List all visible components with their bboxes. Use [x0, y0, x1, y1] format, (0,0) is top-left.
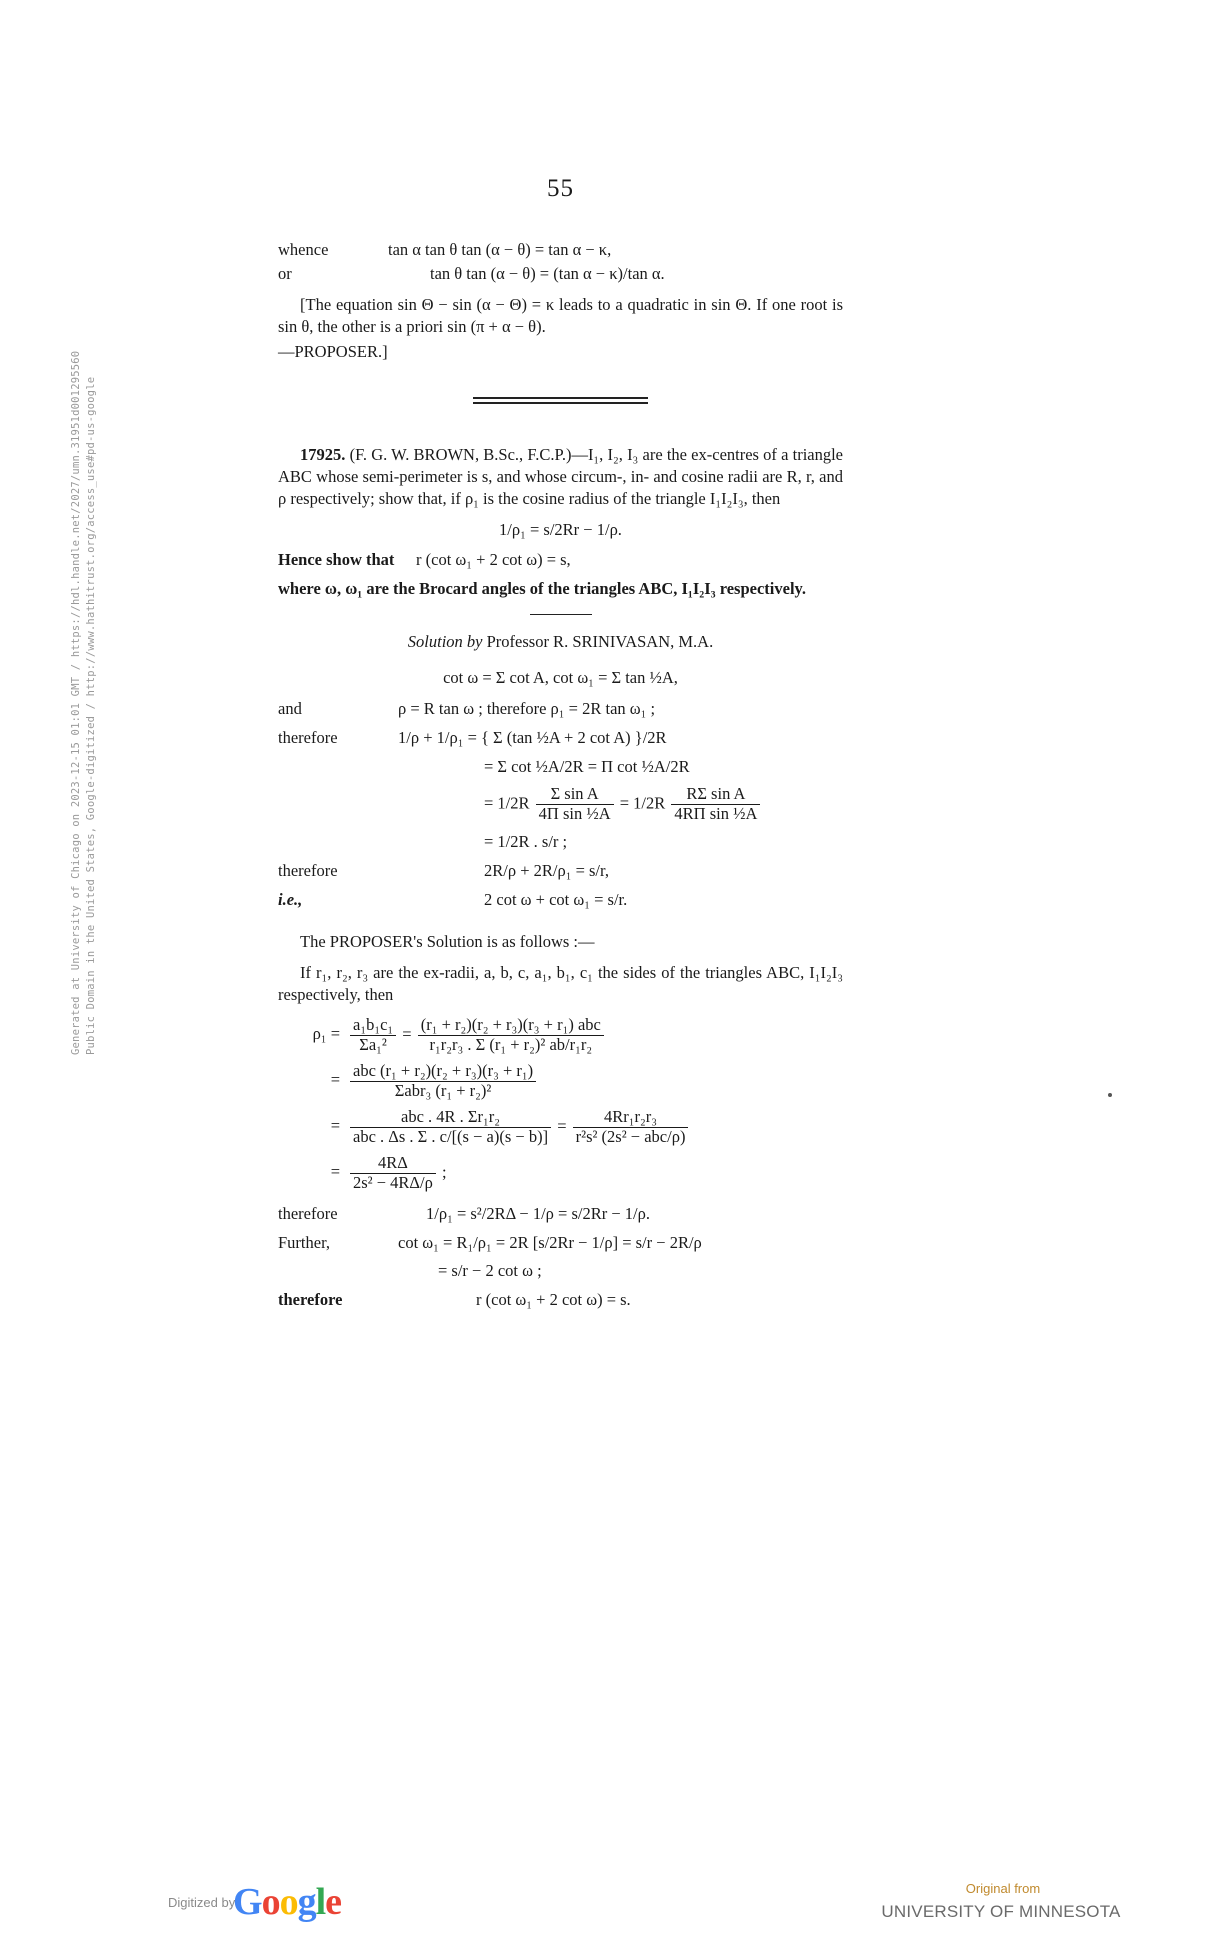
proposer-solution-para: If r₁, r₂, r₃ are the ex-radii, a, b, c, a₁, b₁, c₁ the sides of the triangles ABC, I₁I₂I₃ respectively, then	[278, 962, 843, 1004]
problem-statement-2: where ω, ω₁ are the Brocard angles of the triangles ABC, I₁I₂I₃ respectively.	[278, 578, 807, 598]
hence-row	[278, 549, 843, 571]
final-therefore-label-2: therefore	[278, 1290, 343, 1310]
final-row-therefore-2	[278, 1289, 843, 1311]
final-row-7	[278, 1260, 843, 1282]
fraction-denominator: 4RΠ sin ½A	[671, 804, 760, 824]
solution-byline-author: Professor R. SRINIVASAN, M.A.	[486, 631, 714, 651]
therefore-label-1: therefore	[278, 728, 338, 748]
solution-line-5-mid: = 1/2R	[619, 793, 666, 813]
solution-row-therefore-2	[278, 860, 843, 882]
fraction-numerator: RΣ sin A	[686, 784, 746, 804]
derivation-row-3	[278, 1108, 843, 1147]
page-number: 55	[547, 175, 574, 202]
derivation-equals-3: =	[330, 1115, 340, 1135]
solution-line-5-lead: = 1/2R	[484, 793, 530, 813]
solution-line-3: 1/ρ + 1/ρ₁ = { Σ (tan ½A + 2 cot A) }/2R	[398, 728, 667, 748]
solution-byline-italic: Solution by	[407, 631, 483, 651]
proposer-derivation	[278, 1016, 843, 1193]
solution-row-therefore-1	[278, 727, 843, 749]
original-from-label: Original from	[965, 1881, 1041, 1896]
fraction-numerator: (r₁ + r₂)(r₂ + r₃)(r₃ + r₁) abc	[420, 1014, 601, 1034]
derivation-fraction-4	[350, 1108, 551, 1147]
fraction-denominator: r₁r₂r₃ . Σ (r₁ + r₂)² ab/r₁r₂	[418, 1035, 604, 1055]
solution-line-4: = Σ cot ½A/2R = Π cot ½A/2R	[484, 757, 690, 777]
problem-number: 17925.	[300, 444, 346, 464]
final-therefore-label: therefore	[278, 1203, 338, 1223]
google-letter-l: l	[315, 1881, 326, 1923]
solution-line-1: cot ω = Σ cot A, cot ω₁ = Σ tan ½A,	[443, 667, 678, 687]
google-letter-e: e	[325, 1881, 341, 1923]
page-content	[278, 172, 843, 1318]
derivation-row-4	[278, 1154, 843, 1193]
or-equation: tan θ tan (α − θ) = (tan α − κ)/tan α.	[430, 264, 665, 284]
final-line-8: r (cot ω₁ + 2 cot ω) = s.	[476, 1290, 631, 1310]
solution-fraction-2	[671, 785, 760, 824]
fraction-denominator: 4Π sin ½A	[536, 804, 614, 824]
rho-label: ρ₁ =	[312, 1024, 340, 1044]
google-logo	[233, 1880, 341, 1924]
whence-row	[278, 239, 843, 261]
further-label: Further,	[278, 1232, 331, 1252]
google-letter-g2: g	[297, 1881, 316, 1923]
derivation-fraction-2	[418, 1016, 604, 1055]
page-footer	[0, 1858, 1231, 1938]
derivation-equals-4: =	[330, 1161, 340, 1181]
fraction-denominator: 2s² − 4RΔ/ρ	[350, 1173, 436, 1193]
problem-statement: —I₁, I₂, I₃ are the ex-centres of a triangle ABC whose semi-perimeter is s, and whose circum-, in- and cosine radii are R, r, and ρ respectively; show that, if ρ₁ is the cosine radius of the triangle I₁I₂I₃, then	[278, 444, 844, 508]
solution-line-8: 2 cot ω + cot ω₁ = s/r.	[484, 890, 628, 910]
fraction-denominator: abc . Δs . Σ . c/[(s − a)(s − b)]	[350, 1127, 551, 1147]
therefore-label-2: therefore	[278, 861, 338, 881]
derivation-fraction-6	[350, 1154, 436, 1193]
solution-row-and	[278, 698, 843, 720]
fraction-numerator: 4Rr₁r₂r₃	[604, 1106, 658, 1126]
proposer-note-attribution: —PROPOSER.]	[278, 342, 388, 361]
google-letter-o2: o	[279, 1881, 298, 1923]
solution-line-7: 2R/ρ + 2R/ρ₁ = s/r,	[484, 861, 609, 881]
solution-row-ie	[278, 889, 843, 911]
fraction-denominator: Σabr₃ (r₁ + r₂)²	[350, 1081, 536, 1101]
solution-row-6	[278, 831, 843, 853]
fraction-numerator: abc . 4R . Σr₁r₂	[401, 1106, 501, 1126]
final-line-5: 1/ρ₁ = s²/2RΔ − 1/ρ = s/2Rr − 1/ρ.	[426, 1203, 650, 1223]
ie-label: i.e.,	[278, 890, 303, 910]
solution-byline	[278, 631, 843, 653]
proposer-solution-intro: The PROPOSER's Solution is as follows :—	[300, 932, 595, 951]
derivation-equals-2: =	[330, 1070, 340, 1089]
or-row	[278, 263, 843, 285]
derivation-tail: ;	[441, 1161, 447, 1181]
problem-equation-2: r (cot ω₁ + 2 cot ω) = s,	[416, 549, 571, 569]
watermark-line-2: Public Domain in the United States, Google-digitized / http://www.hathitrust.org/access_use#pd-us-google	[85, 376, 97, 1055]
solution-divider	[530, 614, 592, 615]
fraction-numerator: Σ sin A	[550, 784, 599, 804]
solution-line-2: ρ = R tan ω ; therefore ρ₁ = 2R tan ω₁ ;	[398, 699, 656, 719]
final-row-further	[278, 1232, 843, 1254]
solution-line-6: = 1/2R . s/r ;	[484, 832, 568, 852]
derivation-fraction-5	[573, 1108, 689, 1147]
derivation-fraction-3	[350, 1062, 536, 1101]
or-label: or	[278, 264, 292, 284]
fraction-numerator: 4RΔ	[377, 1152, 408, 1172]
final-line-6: cot ω₁ = R₁/ρ₁ = 2R [s/2Rr − 1/ρ] = s/r − 2R/ρ	[398, 1232, 702, 1252]
page-speck	[1108, 1093, 1112, 1097]
derivation-row-2	[278, 1062, 843, 1101]
solution-row-5	[278, 785, 843, 824]
proposer-note: [The equation sin Θ − sin (α − Θ) = κ leads to a quadratic in sin Θ. If one root is sin θ, the other is a priori sin (π + α − θ).	[278, 295, 843, 337]
fraction-denominator: Σa₁²	[350, 1035, 396, 1055]
institution-label: UNIVERSITY OF MINNESOTA	[881, 1902, 1121, 1921]
solution-fraction-1	[536, 785, 614, 824]
final-line-7: = s/r − 2 cot ω ;	[438, 1261, 542, 1281]
derivation-equals-1: =	[402, 1024, 412, 1044]
digitized-by-label: Digitized by	[168, 1895, 236, 1910]
problem-block	[278, 444, 843, 510]
google-letter-g: G	[233, 1881, 262, 1923]
derivation-row-1	[278, 1016, 843, 1055]
problem-equation-1: 1/ρ₁ = s/2Rr − 1/ρ.	[499, 519, 622, 539]
watermark-line-1: Generated at University of Chicago on 2023-12-15 01:01 GMT / https://hdl.handle.net/2027/umn.31951d001295560	[70, 350, 82, 1055]
fraction-denominator: r²s² (2s² − abc/ρ)	[573, 1127, 689, 1147]
section-divider	[473, 397, 648, 404]
derivation-equals-3b: =	[557, 1115, 567, 1135]
fraction-numerator: a₁b₁c₁	[353, 1014, 394, 1034]
hence-label: Hence show that	[278, 549, 395, 569]
scan-watermark	[69, 350, 99, 1055]
and-label: and	[278, 699, 302, 719]
solution-row-4	[278, 756, 843, 778]
google-letter-o1: o	[261, 1881, 280, 1923]
problem-proposer: (F. G. W. BROWN, B.Sc., F.C.P.)	[349, 444, 572, 464]
final-row-therefore-1	[278, 1203, 843, 1225]
whence-equation: tan α tan θ tan (α − θ) = tan α − κ,	[388, 240, 612, 260]
whence-label: whence	[278, 240, 329, 260]
derivation-fraction-1	[350, 1016, 396, 1055]
fraction-numerator: abc (r₁ + r₂)(r₂ + r₃)(r₃ + r₁)	[353, 1060, 534, 1080]
